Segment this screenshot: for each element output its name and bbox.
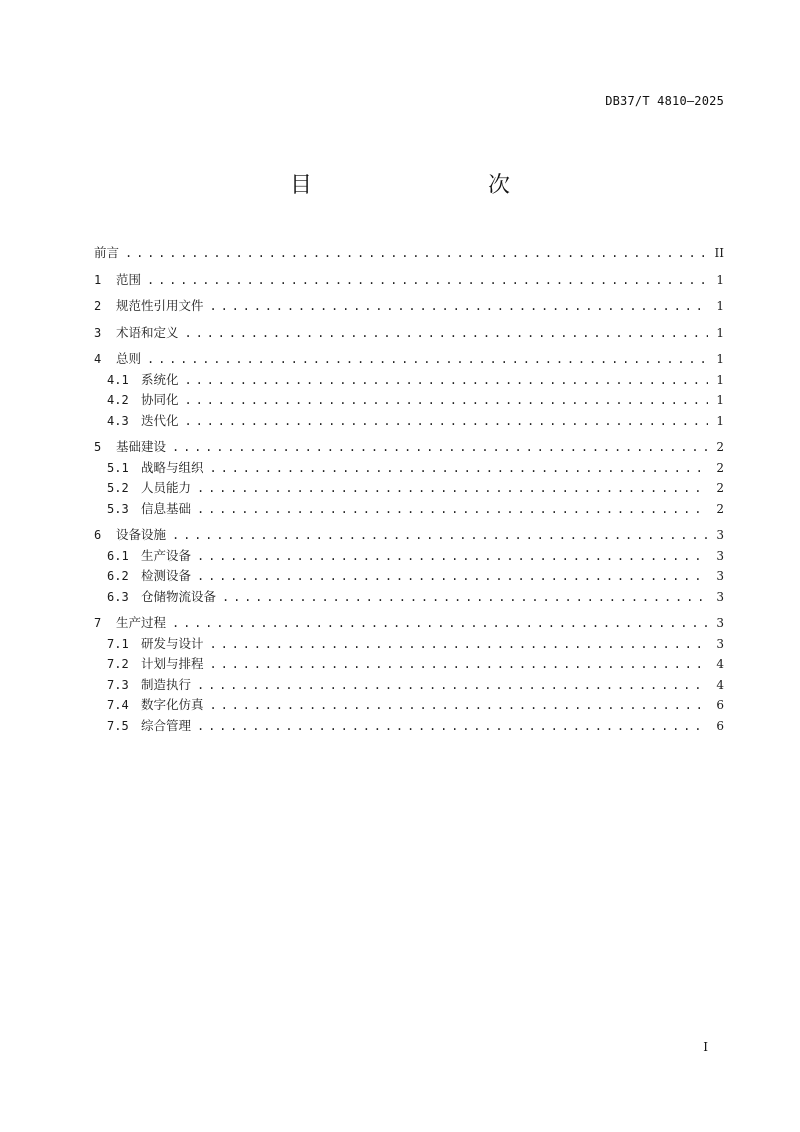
toc-dot-leader <box>125 243 708 264</box>
toc-entry-page: 3 <box>716 589 724 604</box>
toc-entry-page: 2 <box>716 440 724 454</box>
toc-section-entry[interactable] <box>94 587 724 608</box>
toc-entry-number: 7.2 <box>107 657 129 671</box>
toc-entry-title: 仓储物流设备 <box>141 588 217 604</box>
toc-chapter-entry[interactable] <box>94 270 724 291</box>
toc-entry-page: 4 <box>716 657 724 671</box>
toc-dot-leader <box>172 437 708 458</box>
toc-section-entry[interactable] <box>94 458 724 479</box>
toc-dot-leader <box>197 566 708 587</box>
toc-dot-leader <box>197 546 708 567</box>
toc-dot-leader <box>147 270 708 291</box>
toc-entry-title: 研发与设计 <box>141 635 204 651</box>
toc-entry-title: 前言 <box>94 245 120 260</box>
toc-dot-leader <box>210 695 708 716</box>
toc-chapter-entry[interactable] <box>94 613 724 634</box>
toc-section-entry[interactable] <box>94 634 724 655</box>
toc-entry-page: 3 <box>716 616 724 630</box>
document-code: DB37/T 4810—2025 <box>605 94 724 108</box>
toc-entry-page: 3 <box>716 548 724 563</box>
toc-entry-title: 制造执行 <box>141 676 192 692</box>
toc-entry-number: 1 <box>94 272 102 287</box>
toc-section-entry[interactable] <box>94 370 724 391</box>
toc-section-entry[interactable] <box>94 566 724 587</box>
toc-entry-title: 生产设备 <box>141 547 192 563</box>
toc-entry-number: 4.3 <box>107 413 129 428</box>
toc-entry-number: 4 <box>94 352 102 366</box>
toc-entry-title: 协同化 <box>141 392 179 407</box>
toc-entry-title: 规范性引用文件 <box>116 298 204 313</box>
toc-chapter-entry[interactable] <box>94 349 724 370</box>
toc-entry-page: 1 <box>716 325 724 340</box>
toc-entry-page: 6 <box>716 698 724 712</box>
toc-entry-page: 3 <box>716 528 724 542</box>
toc-entry-number: 7 <box>94 616 102 630</box>
toc-entry-title: 系统化 <box>141 371 179 387</box>
toc-entry-number: 7.1 <box>107 636 129 651</box>
toc-entry-number: 6.2 <box>107 569 129 583</box>
toc-entry-number: 5.2 <box>107 481 129 495</box>
toc-entry-number: 5 <box>94 440 102 454</box>
toc-entry-title: 生产过程 <box>116 615 167 630</box>
page-title: 目 次 <box>289 173 554 198</box>
toc-dot-leader <box>172 613 708 634</box>
toc-dot-leader <box>185 323 708 344</box>
toc-dot-leader <box>210 458 708 479</box>
toc-entry-number: 6 <box>94 528 102 542</box>
toc-entry-page: 4 <box>716 677 724 692</box>
toc-entry-page: 1 <box>716 352 724 366</box>
toc-entry-page: 3 <box>716 636 724 651</box>
toc-entry-title: 术语和定义 <box>116 324 179 340</box>
toc-section-entry[interactable] <box>94 675 724 696</box>
toc-entry-page: II <box>714 246 724 260</box>
toc-dot-leader <box>210 634 708 655</box>
toc-chapter-entry[interactable] <box>94 296 724 317</box>
toc-entry-number: 3 <box>94 325 102 340</box>
toc-entry-number: 7.5 <box>107 718 129 733</box>
toc-entry-page: 1 <box>716 272 724 287</box>
toc-section-entry[interactable] <box>94 695 724 716</box>
toc-chapter-entry[interactable] <box>94 243 724 264</box>
toc-entry-number: 2 <box>94 299 102 313</box>
toc-entry-number: 7.3 <box>107 677 129 692</box>
toc-dot-leader <box>172 525 708 546</box>
toc-entry-page: 1 <box>716 413 724 428</box>
toc-entry-number: 5.1 <box>107 460 129 475</box>
toc-section-entry[interactable] <box>94 654 724 675</box>
toc-entry-title: 战略与组织 <box>141 459 204 475</box>
toc-entry-title: 综合管理 <box>141 717 192 733</box>
toc-entry-page: 2 <box>716 481 724 495</box>
toc-entry-title: 范围 <box>116 271 142 287</box>
toc-dot-leader <box>185 390 708 411</box>
toc-entry-page: 1 <box>716 299 724 313</box>
toc-dot-leader <box>210 654 708 675</box>
toc-entry-page: 6 <box>716 718 724 733</box>
toc-entry-number: 7.4 <box>107 698 129 712</box>
toc-entry-page: 1 <box>716 393 724 407</box>
toc-dot-leader <box>185 411 708 432</box>
toc-entry-page: 2 <box>716 460 724 475</box>
toc-entry-title: 信息基础 <box>141 500 192 516</box>
toc-entry-title: 总则 <box>116 351 142 366</box>
toc-section-entry[interactable] <box>94 546 724 567</box>
toc-dot-leader <box>222 587 708 608</box>
toc-entry-title: 检测设备 <box>141 568 192 583</box>
toc-section-entry[interactable] <box>94 390 724 411</box>
toc-entry-page: 3 <box>716 569 724 583</box>
toc-entry-page: 1 <box>716 372 724 387</box>
toc-entry-title: 迭代化 <box>141 412 179 428</box>
toc-entry-title: 基础建设 <box>116 439 167 454</box>
toc-dot-leader <box>197 499 708 520</box>
toc-section-entry[interactable] <box>94 716 724 737</box>
toc-chapter-entry[interactable] <box>94 525 724 546</box>
toc-entry-title: 数字化仿真 <box>141 697 204 712</box>
toc-dot-leader <box>197 478 708 499</box>
toc-section-entry[interactable] <box>94 478 724 499</box>
toc-entry-number: 6.3 <box>107 589 129 604</box>
table-of-contents <box>94 243 724 736</box>
toc-dot-leader <box>147 349 708 370</box>
toc-chapter-entry[interactable] <box>94 437 724 458</box>
toc-entry-number: 5.3 <box>107 501 129 516</box>
toc-chapter-entry[interactable] <box>94 323 724 344</box>
toc-entry-page: 2 <box>716 501 724 516</box>
toc-entry-number: 4.2 <box>107 393 129 407</box>
toc-entry-number: 6.1 <box>107 548 129 563</box>
toc-dot-leader <box>197 675 708 696</box>
page-number: I <box>703 1040 708 1054</box>
toc-section-entry[interactable] <box>94 499 724 520</box>
toc-entry-title: 计划与排程 <box>141 656 204 671</box>
toc-entry-title: 人员能力 <box>141 480 192 495</box>
toc-section-entry[interactable] <box>94 411 724 432</box>
toc-entry-number: 4.1 <box>107 372 129 387</box>
toc-dot-leader <box>185 370 708 391</box>
toc-dot-leader <box>197 716 708 737</box>
toc-entry-title: 设备设施 <box>116 527 167 542</box>
toc-dot-leader <box>210 296 708 317</box>
